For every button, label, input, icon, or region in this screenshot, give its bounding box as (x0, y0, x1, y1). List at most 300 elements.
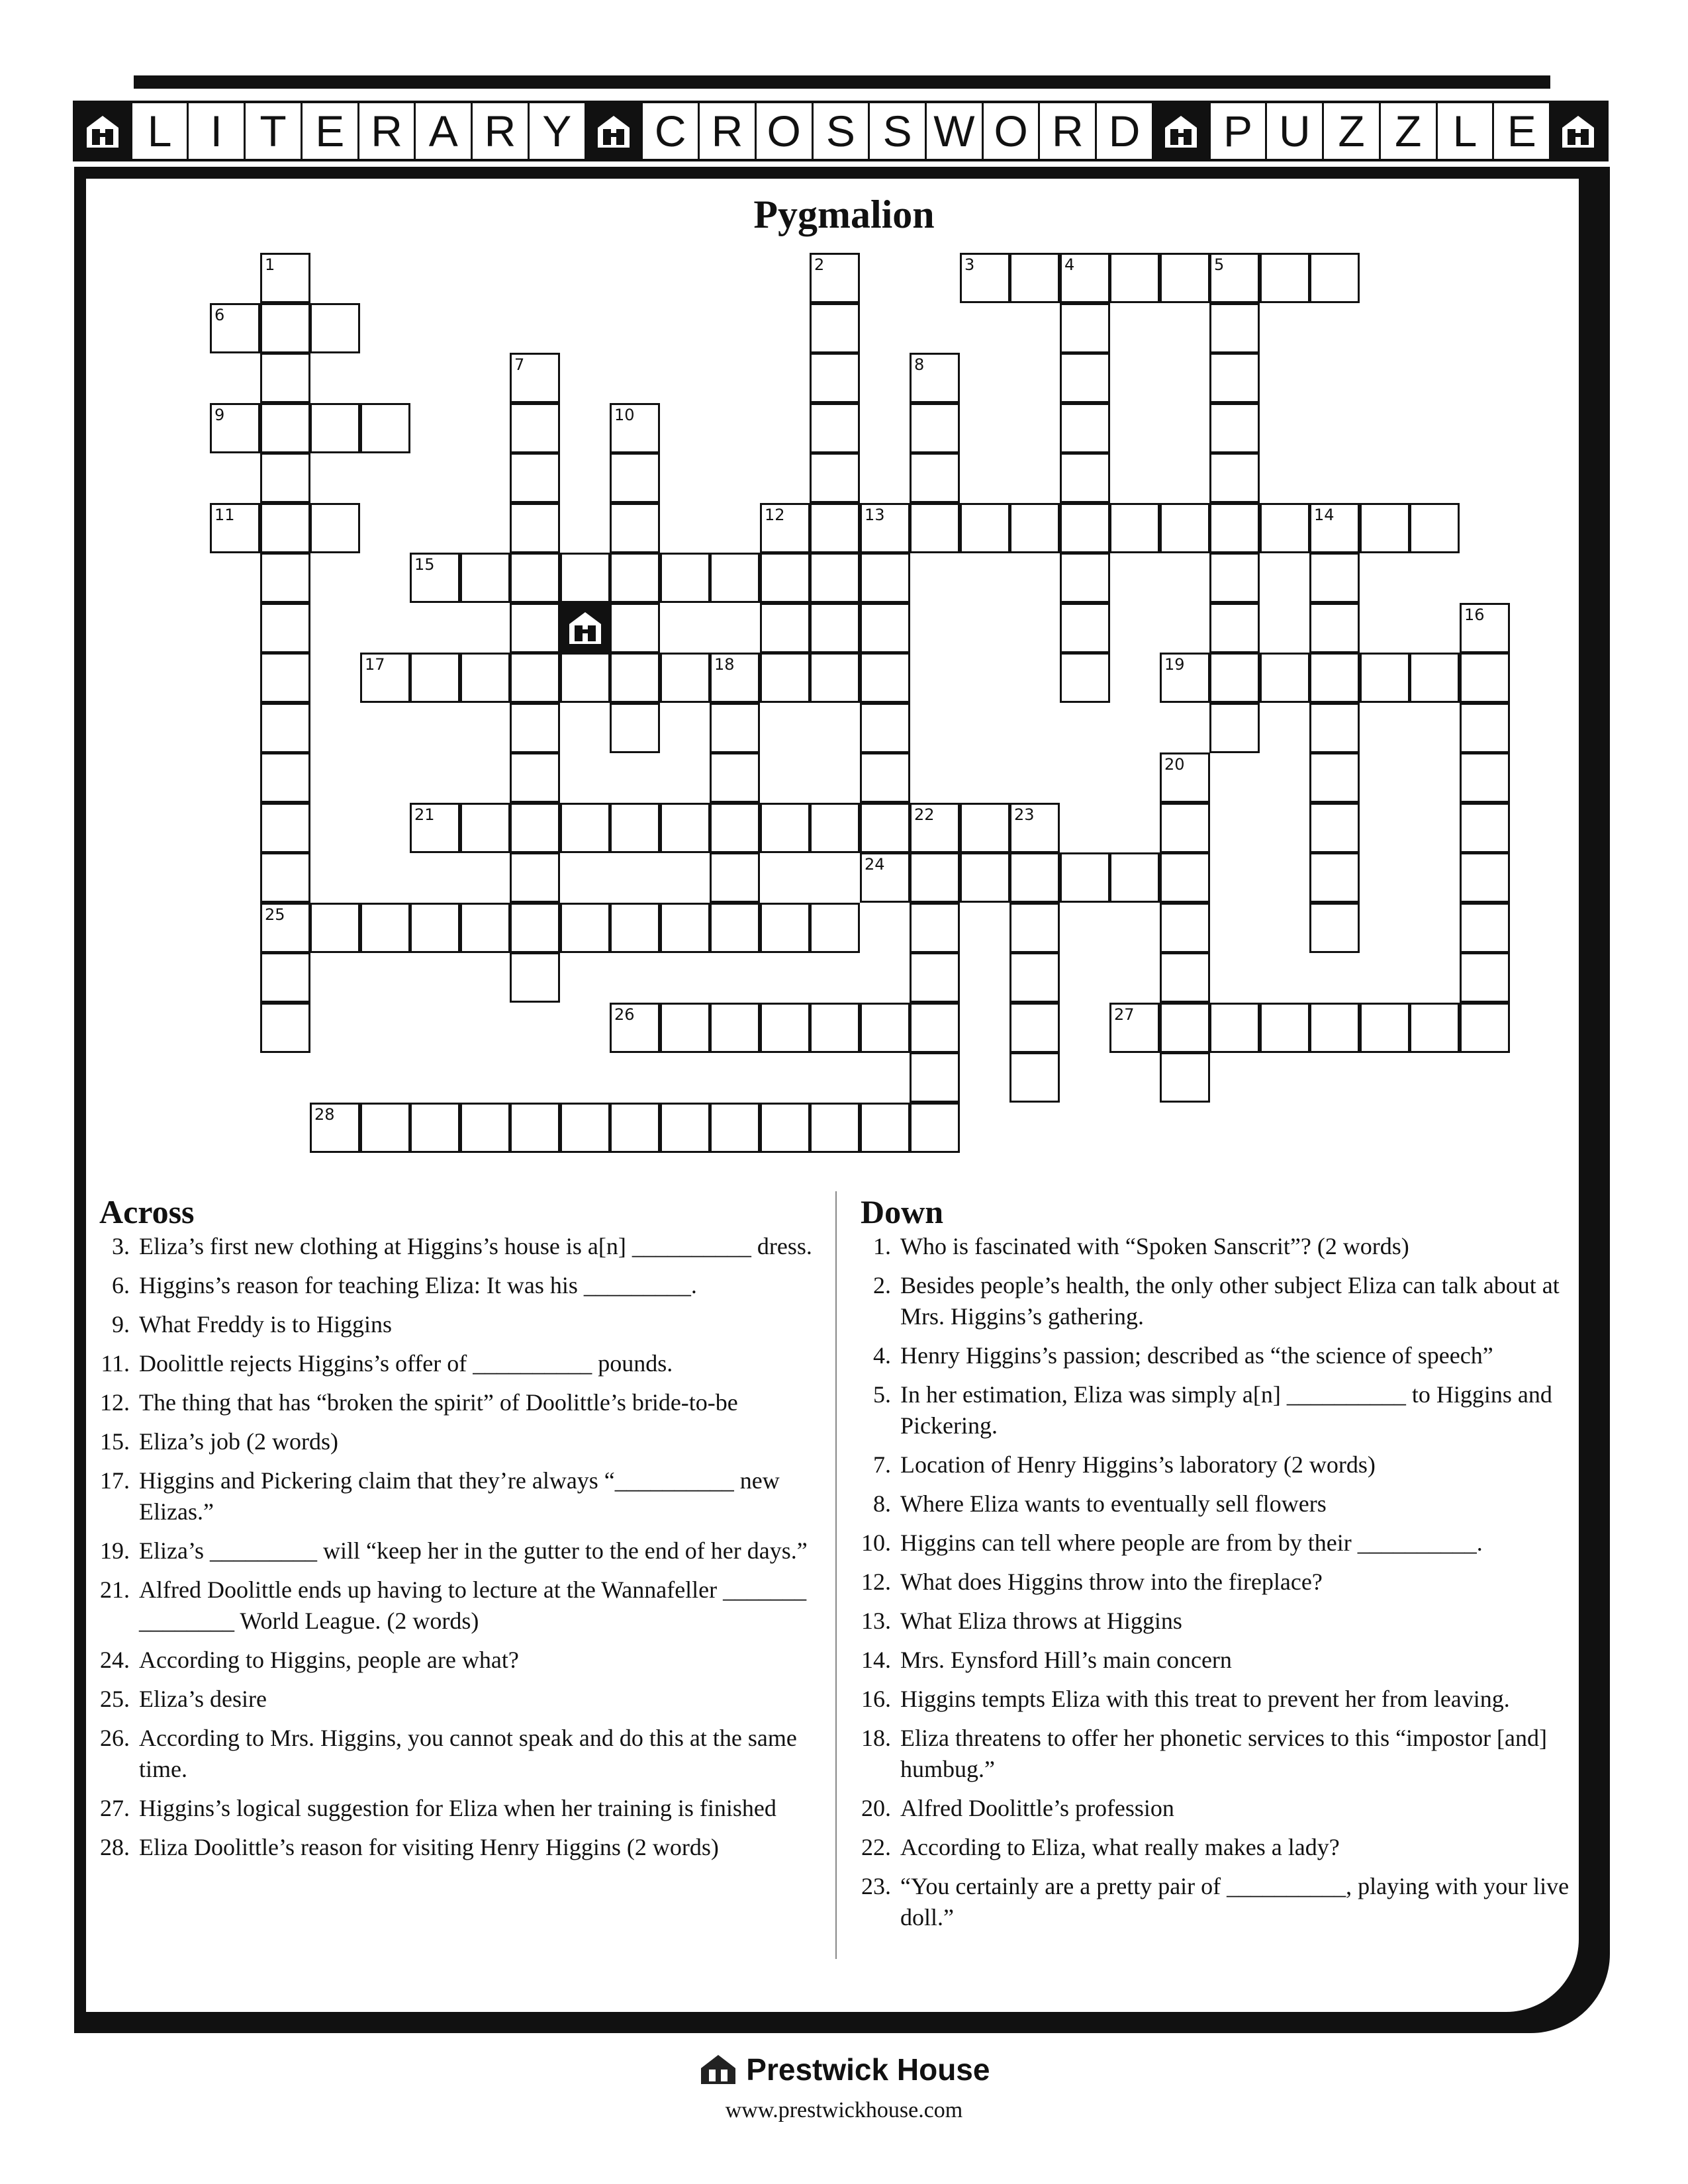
grid-cell[interactable] (260, 303, 310, 353)
grid-cell[interactable] (910, 1103, 960, 1153)
title-letter-text: R (371, 107, 402, 156)
grid-cell[interactable] (260, 952, 310, 1003)
grid-cell[interactable] (1009, 253, 1060, 303)
grid-cell[interactable] (260, 903, 310, 953)
grid-cell[interactable] (860, 1103, 910, 1153)
grid-cell[interactable] (210, 403, 260, 453)
grid-cell[interactable] (810, 903, 860, 953)
grid-cell[interactable] (610, 603, 660, 653)
title-letter-text: S (882, 107, 912, 156)
clue-num: 23. (861, 1873, 891, 1899)
title-letter-text: A (428, 107, 458, 156)
title-letter-text: I (210, 107, 222, 156)
grid-cell[interactable] (860, 503, 910, 553)
grid-cell[interactable] (910, 903, 960, 953)
grid-cell[interactable] (1309, 1003, 1360, 1053)
ph-logo-icon (567, 610, 604, 645)
grid-cell[interactable] (1060, 553, 1110, 603)
grid-cell[interactable] (260, 1003, 310, 1053)
across-clue (86, 1465, 827, 1527)
grid-cell[interactable] (1009, 903, 1060, 953)
title-letter-text: W (933, 107, 975, 156)
clue-number: 7 (514, 355, 525, 374)
grid-cell[interactable] (1009, 952, 1060, 1003)
grid-cell[interactable] (1009, 803, 1060, 853)
grid-cell[interactable] (260, 803, 310, 853)
grid-cell[interactable] (910, 503, 960, 553)
grid-cell[interactable] (710, 1003, 760, 1053)
grid-cell[interactable] (410, 803, 460, 853)
clue-text: What Eliza throws at Higgins (900, 1608, 1182, 1634)
grid-cell[interactable] (510, 952, 560, 1003)
grid-cell[interactable] (1260, 1003, 1310, 1053)
clue-text: Doolittle rejects Higgins’s offer of __________ pounds. (139, 1350, 673, 1377)
clue-num: 6. (112, 1272, 130, 1298)
grid-cell[interactable] (1409, 1003, 1460, 1053)
clue-number: 3 (964, 255, 975, 274)
clue-num: 15. (100, 1428, 130, 1455)
clue-number: 21 (414, 805, 435, 824)
grid-cell[interactable] (510, 653, 560, 703)
clue-number: 25 (265, 905, 285, 924)
grid-cell[interactable] (910, 1003, 960, 1053)
clue-number: 5 (1214, 255, 1225, 274)
grid-cell[interactable] (1209, 503, 1260, 553)
grid-cell[interactable] (1460, 653, 1510, 703)
grid-cell[interactable] (810, 303, 860, 353)
clue-num: 4. (873, 1342, 891, 1369)
grid-cell[interactable] (960, 503, 1010, 553)
across-clue-list (86, 1231, 827, 1871)
grid-cell[interactable] (860, 703, 910, 753)
clue-number: 4 (1064, 255, 1075, 274)
clue-text: Eliza’s job (2 words) (139, 1428, 338, 1455)
grid-cell[interactable] (860, 1003, 910, 1053)
clue-num: 5. (873, 1381, 891, 1408)
title-letter-text: E (315, 107, 345, 156)
title-letter-text: Y (542, 107, 572, 156)
grid-cell[interactable] (360, 1103, 410, 1153)
title-letter-text: Z (1395, 107, 1422, 156)
down-clue (847, 1645, 1582, 1676)
grid-cell[interactable] (1209, 253, 1260, 303)
clue-number: 13 (865, 506, 885, 524)
grid-cell[interactable] (710, 653, 760, 703)
grid-cell[interactable] (810, 253, 860, 303)
grid-cell[interactable] (360, 653, 410, 703)
grid-cell[interactable] (1260, 653, 1310, 703)
grid-cell[interactable] (1160, 752, 1210, 803)
grid-cell[interactable] (510, 603, 560, 653)
grid-cell[interactable] (510, 803, 560, 853)
clue-number: 20 (1164, 755, 1185, 774)
grid-cell[interactable] (610, 653, 660, 703)
grid-cell[interactable] (510, 453, 560, 503)
grid-cell[interactable] (860, 553, 910, 603)
across-clue (86, 1684, 827, 1715)
title-letter-text: R (1052, 107, 1084, 156)
grid-cell[interactable] (510, 553, 560, 603)
grid-cell[interactable] (310, 403, 360, 453)
grid-cell[interactable] (660, 653, 710, 703)
grid-cell[interactable] (510, 403, 560, 453)
clue-text: In her estimation, Eliza was simply a[n] __________ to Higgins and Pickering. (900, 1381, 1552, 1439)
grid-cell[interactable] (610, 1103, 660, 1153)
grid-cell[interactable] (910, 403, 960, 453)
grid-cell[interactable] (310, 1103, 360, 1153)
grid-cell[interactable] (560, 903, 610, 953)
grid-cell[interactable] (260, 653, 310, 703)
clue-num: 2. (873, 1272, 891, 1298)
grid-cell[interactable] (510, 703, 560, 753)
column-divider (835, 1191, 837, 1959)
across-clue (86, 1645, 827, 1676)
grid-cell[interactable] (1260, 503, 1310, 553)
grid-cell[interactable] (1160, 1003, 1210, 1053)
grid-cell[interactable] (610, 903, 660, 953)
publisher-url[interactable]: www.prestwickhouse.com (725, 2098, 963, 2122)
clue-text: What does Higgins throw into the fireplace? (900, 1569, 1323, 1595)
grid-cell[interactable] (760, 803, 810, 853)
grid-cell[interactable] (310, 503, 360, 553)
clue-number: 24 (865, 855, 885, 874)
grid-cell[interactable] (910, 803, 960, 853)
across-heading: Across (99, 1193, 195, 1230)
grid-cell[interactable] (960, 852, 1010, 903)
across-clue (86, 1574, 827, 1637)
grid-cell[interactable] (560, 653, 610, 703)
grid-cell[interactable] (1309, 752, 1360, 803)
grid-cell[interactable] (660, 553, 710, 603)
grid-cell[interactable] (560, 1103, 610, 1153)
grid-cell[interactable] (410, 653, 460, 703)
grid-cell[interactable] (260, 353, 310, 403)
across-clue (86, 1723, 827, 1785)
grid-cell[interactable] (1460, 1003, 1510, 1053)
grid-cell[interactable] (660, 803, 710, 853)
grid-cell[interactable] (860, 852, 910, 903)
grid-cell[interactable] (1209, 403, 1260, 453)
across-clue (86, 1309, 827, 1340)
grid-cell[interactable] (760, 1103, 810, 1153)
title-letter-text: U (1278, 107, 1311, 156)
down-clue (847, 1270, 1582, 1332)
clue-num: 13. (861, 1608, 891, 1634)
grid-cell[interactable] (810, 353, 860, 403)
clue-number: 18 (714, 655, 735, 674)
grid-cell[interactable] (1309, 503, 1360, 553)
grid-cell[interactable] (510, 1103, 560, 1153)
clue-text: Eliza’s first new clothing at Higgins’s house is a[n] __________ dress. (139, 1233, 812, 1259)
grid-cell[interactable] (1060, 453, 1110, 503)
clue-text: Eliza’s _________ will “keep her in the gutter to the end of her days.” (139, 1537, 808, 1564)
grid-cell[interactable] (1309, 653, 1360, 703)
grid-cell[interactable] (860, 803, 910, 853)
grid-cell[interactable] (860, 752, 910, 803)
grid-cell[interactable] (360, 903, 410, 953)
grid-cell[interactable] (560, 803, 610, 853)
grid-cell[interactable] (710, 803, 760, 853)
clue-text: Higgins tempts Eliza with this treat to prevent her from leaving. (900, 1686, 1510, 1712)
grid-cell[interactable] (1309, 803, 1360, 853)
clue-num: 12. (100, 1389, 130, 1416)
title-letter-text: D (1108, 107, 1141, 156)
grid-cell[interactable] (460, 653, 510, 703)
clue-text: Higgins can tell where people are from by their __________. (900, 1529, 1483, 1556)
grid-cell[interactable] (910, 353, 960, 403)
grid-cell[interactable] (1409, 653, 1460, 703)
grid-cell[interactable] (260, 453, 310, 503)
down-clue (847, 1793, 1582, 1824)
clue-number: 16 (1464, 606, 1485, 624)
down-clue (847, 1871, 1582, 1933)
title-letter-text: P (1223, 107, 1253, 156)
grid-cell[interactable] (1060, 403, 1110, 453)
grid-cell[interactable] (1160, 653, 1210, 703)
grid-cell[interactable] (1209, 653, 1260, 703)
grid-cell[interactable] (860, 603, 910, 653)
clue-num: 10. (861, 1529, 891, 1556)
grid-cell[interactable] (710, 553, 760, 603)
grid-cell[interactable] (1209, 703, 1260, 753)
grid-cell[interactable] (610, 1003, 660, 1053)
grid-cell[interactable] (960, 253, 1010, 303)
grid-cell[interactable] (910, 852, 960, 903)
grid-cell[interactable] (710, 852, 760, 903)
grid-cell[interactable] (810, 1103, 860, 1153)
grid-cell[interactable] (760, 603, 810, 653)
grid-cell[interactable] (710, 703, 760, 753)
grid-cell[interactable] (1009, 1052, 1060, 1103)
title-letter-text: Z (1338, 107, 1365, 156)
grid-cell[interactable] (1060, 303, 1110, 353)
grid-cell[interactable] (1060, 852, 1110, 903)
clue-text: According to Mrs. Higgins, you cannot speak and do this at the same time. (139, 1725, 797, 1782)
grid-cell[interactable] (1460, 903, 1510, 953)
grid-cell[interactable] (1060, 253, 1110, 303)
grid-cell[interactable] (810, 553, 860, 603)
clue-number: 11 (214, 506, 235, 524)
grid-cell[interactable] (1060, 353, 1110, 403)
down-clue (847, 1379, 1582, 1441)
clue-number: 1 (265, 255, 275, 274)
grid-cell[interactable] (560, 553, 610, 603)
down-clue (847, 1449, 1582, 1480)
clue-text: Mrs. Eynsford Hill’s main concern (900, 1647, 1232, 1673)
down-clue-list (847, 1231, 1582, 1941)
clue-text: Higgins’s logical suggestion for Eliza when her training is finished (139, 1795, 776, 1821)
grid-cell[interactable] (760, 653, 810, 703)
clue-num: 3. (112, 1233, 130, 1259)
grid-cell[interactable] (610, 503, 660, 553)
clue-number: 8 (914, 355, 925, 374)
grid-cell[interactable] (1009, 852, 1060, 903)
grid-cell[interactable] (610, 703, 660, 753)
grid-cell[interactable] (260, 603, 310, 653)
grid-cell[interactable] (1160, 952, 1210, 1003)
grid-cell[interactable] (1209, 453, 1260, 503)
grid-cell[interactable] (1309, 703, 1360, 753)
grid-cell[interactable] (1409, 503, 1460, 553)
grid-cell[interactable] (1160, 253, 1210, 303)
grid-cell[interactable] (1160, 503, 1210, 553)
clue-num: 18. (861, 1725, 891, 1751)
across-clue (86, 1426, 827, 1457)
grid-cell[interactable] (660, 1103, 710, 1153)
grid-cell[interactable] (310, 303, 360, 353)
grid-cell[interactable] (460, 803, 510, 853)
grid-cell[interactable] (1160, 903, 1210, 953)
grid-cell[interactable] (210, 503, 260, 553)
grid-cell[interactable] (1309, 253, 1360, 303)
grid-cell[interactable] (260, 403, 310, 453)
grid-cell[interactable] (760, 503, 810, 553)
grid-cell[interactable] (260, 703, 310, 753)
grid-cell[interactable] (1460, 852, 1510, 903)
grid-cell[interactable] (1260, 253, 1310, 303)
grid-cell[interactable] (860, 653, 910, 703)
grid-cell[interactable] (610, 453, 660, 503)
grid-cell[interactable] (510, 752, 560, 803)
grid-cell[interactable] (810, 403, 860, 453)
grid-cell[interactable] (510, 852, 560, 903)
grid-cell[interactable] (1060, 653, 1110, 703)
grid-cell[interactable] (1460, 703, 1510, 753)
clue-text: Eliza threatens to offer her phonetic services to this “impostor [and] humbug.” (900, 1725, 1548, 1782)
grid-cell[interactable] (410, 553, 460, 603)
grid-cell[interactable] (610, 803, 660, 853)
grid-cell[interactable] (710, 752, 760, 803)
clue-text: According to Higgins, people are what? (139, 1647, 519, 1673)
grid-cell[interactable] (1460, 803, 1510, 853)
grid-cell[interactable] (1160, 803, 1210, 853)
clue-text: Higgins’s reason for teaching Eliza: It was his _________. (139, 1272, 697, 1298)
title-letter-text: S (825, 107, 855, 156)
clue-text: Henry Higgins’s passion; described as “the science of speech” (900, 1342, 1493, 1369)
grid-cell[interactable] (1209, 353, 1260, 403)
grid-cell[interactable] (1360, 503, 1410, 553)
grid-cell[interactable] (510, 503, 560, 553)
grid-cell[interactable] (810, 503, 860, 553)
grid-cell[interactable] (260, 503, 310, 553)
down-heading: Down (861, 1193, 944, 1230)
grid-cell[interactable] (1309, 553, 1360, 603)
grid-cell[interactable] (1309, 852, 1360, 903)
grid-cell[interactable] (1109, 852, 1160, 903)
clue-num: 22. (861, 1834, 891, 1860)
grid-cell[interactable] (260, 553, 310, 603)
grid-cell[interactable] (460, 553, 510, 603)
grid-cell[interactable] (410, 903, 460, 953)
grid-cell[interactable] (910, 1052, 960, 1103)
clue-number: 23 (1014, 805, 1035, 824)
grid-cell[interactable] (1109, 503, 1160, 553)
grid-cell[interactable] (1060, 503, 1110, 553)
down-clue (847, 1567, 1582, 1598)
grid-cell[interactable] (1109, 253, 1160, 303)
grid-cell[interactable] (260, 852, 310, 903)
grid-cell[interactable] (360, 403, 410, 453)
grid-cell[interactable] (1309, 903, 1360, 953)
clue-text: Alfred Doolittle’s profession (900, 1795, 1174, 1821)
grid-cell[interactable] (260, 752, 310, 803)
grid-cell[interactable] (660, 1003, 710, 1053)
grid-cell[interactable] (760, 1003, 810, 1053)
grid-cell[interactable] (460, 903, 510, 953)
grid-cell[interactable] (1360, 1003, 1410, 1053)
clue-num: 26. (100, 1725, 130, 1751)
grid-cell[interactable] (1209, 1003, 1260, 1053)
grid-cell[interactable] (610, 553, 660, 603)
grid-cell[interactable] (310, 903, 360, 953)
publisher-logo (0, 2052, 1688, 2087)
grid-cell[interactable] (410, 1103, 460, 1153)
clue-num: 28. (100, 1834, 130, 1860)
grid-cell[interactable] (660, 903, 710, 953)
clue-num: 7. (873, 1451, 891, 1478)
grid-cell[interactable] (810, 453, 860, 503)
grid-cell[interactable] (1209, 603, 1260, 653)
grid-cell[interactable] (1360, 653, 1410, 703)
grid-cell[interactable] (210, 303, 260, 353)
grid-cell[interactable] (1209, 553, 1260, 603)
grid-cell[interactable] (710, 1103, 760, 1153)
clue-num: 20. (861, 1795, 891, 1821)
clue-num: 11. (101, 1350, 130, 1377)
grid-cell[interactable] (610, 403, 660, 453)
grid-cell[interactable] (1160, 1052, 1210, 1103)
clue-number: 27 (1114, 1005, 1135, 1024)
grid-cell[interactable] (910, 952, 960, 1003)
grid-cell[interactable] (1209, 303, 1260, 353)
grid-cell[interactable] (760, 903, 810, 953)
grid-cell[interactable] (810, 603, 860, 653)
grid-cell[interactable] (810, 803, 860, 853)
grid-cell[interactable] (1460, 952, 1510, 1003)
grid-cell[interactable] (810, 1003, 860, 1053)
grid-cell[interactable] (1460, 752, 1510, 803)
across-clue (86, 1832, 827, 1863)
across-clue (86, 1535, 827, 1567)
clue-number: 10 (614, 406, 635, 424)
clue-text: Besides people’s health, the only other subject Eliza can talk about at Mrs. Higgins’s gathering. (900, 1272, 1560, 1330)
grid-cell[interactable] (1109, 1003, 1160, 1053)
grid-cell[interactable] (1009, 503, 1060, 553)
grid-cell[interactable] (510, 353, 560, 403)
grid-cell[interactable] (460, 1103, 510, 1153)
title-letter-text: R (484, 107, 516, 156)
grid-cell[interactable] (760, 553, 810, 603)
grid-cell[interactable] (510, 903, 560, 953)
grid-cell[interactable] (1309, 603, 1360, 653)
clue-number: 26 (614, 1005, 635, 1024)
grid-cell[interactable] (1460, 603, 1510, 653)
grid-cell[interactable] (810, 653, 860, 703)
across-clue (86, 1348, 827, 1379)
grid-cell[interactable] (710, 903, 760, 953)
clue-text: “You certainly are a pretty pair of __________, playing with your live doll.” (900, 1873, 1570, 1931)
clue-num: 12. (861, 1569, 891, 1595)
grid-cell[interactable] (1160, 852, 1210, 903)
clue-num: 9. (112, 1311, 130, 1338)
clue-num: 25. (100, 1686, 130, 1712)
grid-cell[interactable] (960, 803, 1010, 853)
grid-cell[interactable] (910, 453, 960, 503)
grid-cell[interactable] (1060, 603, 1110, 653)
clue-num: 27. (100, 1795, 130, 1821)
grid-cell[interactable] (1009, 1003, 1060, 1053)
grid-cell[interactable] (260, 253, 310, 303)
